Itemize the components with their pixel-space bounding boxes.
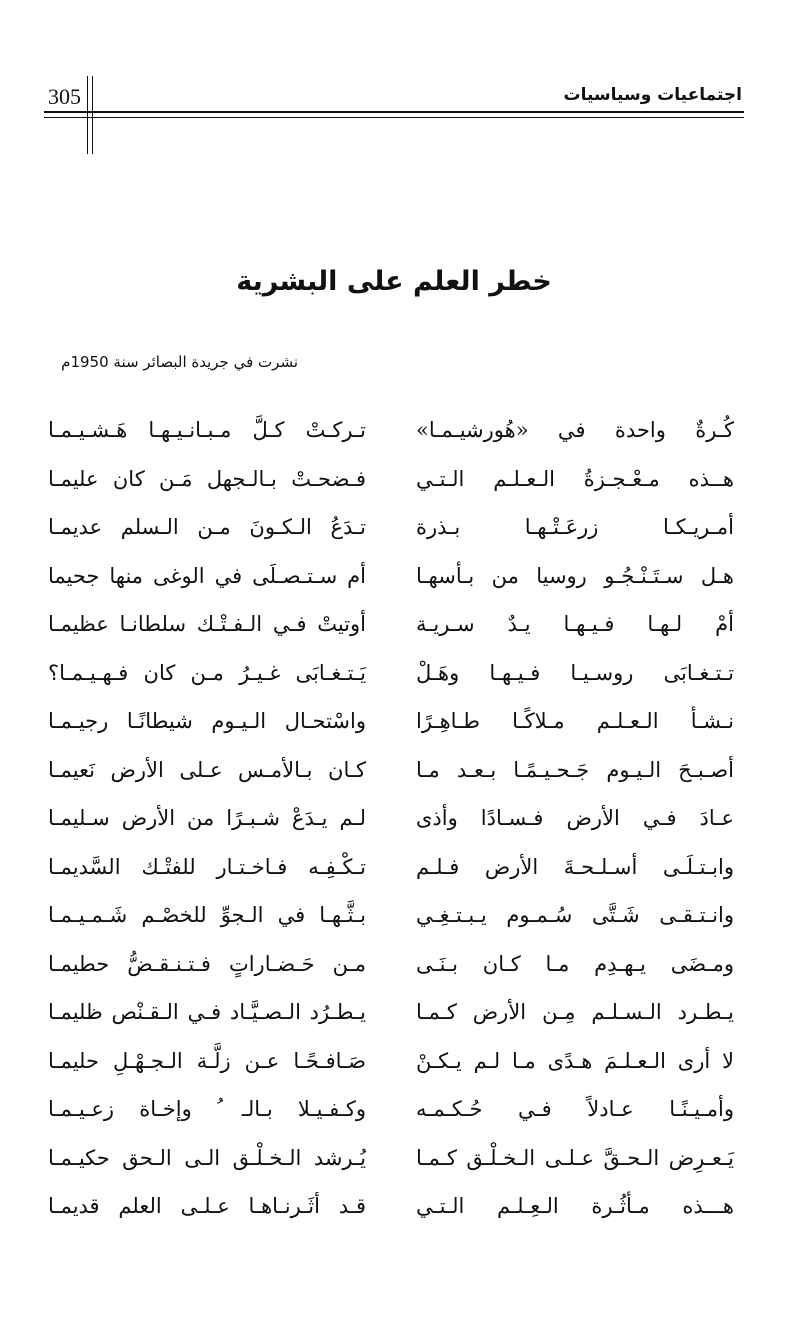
second-hemistich: واسْتحـال الـيـوم شيطانًـا رجيـمـا — [48, 709, 366, 733]
second-hemistich: تـركـتْ كـلَّ مـبـانـيـهـا هَـشـيـمـا — [48, 418, 366, 442]
second-hemistich: أم سـتـصـلَى في الوغى منها جحيما — [48, 563, 366, 588]
verse-line — [0, 406, 788, 455]
publication-note: نشرت في جريدة البصائر سنة 1950م — [61, 353, 298, 371]
verse-line — [0, 600, 788, 649]
first-hemistich: كُـرةٌ واحدة في «هُورشيـمـا» — [416, 418, 734, 442]
running-head: اجتماعيات وسياسيات — [563, 85, 742, 105]
second-hemistich: وكـفـيـلا بـالـ ُ وإخـاة زعـيـمـا — [48, 1097, 366, 1121]
second-hemistich: فـضحـتْ بـالـجهل مَـن كان عليمـا — [48, 466, 366, 491]
second-hemistich: أوتيتْ فـي الـفـتْـك سلطانـا عظيمـا — [48, 612, 366, 636]
first-hemistich: لا أرى الـعـلـمَ هـدًى مـا لـم يـكـنْ — [416, 1048, 734, 1073]
header-vertical-rule — [92, 76, 93, 154]
verse-line — [0, 988, 788, 1037]
verse-line — [0, 794, 788, 843]
first-hemistich: ومـضَى يـهـدِم مـا كـان بـنَـى — [416, 951, 734, 976]
header-vertical-rule — [87, 76, 88, 154]
poem-body — [0, 406, 788, 1231]
first-hemistich: عـادَ فـي الأرض فـسـادًا وأذى — [416, 806, 734, 830]
first-hemistich: وأمـيـنًـا عـادلاً فـي حُـكـمـه — [416, 1097, 734, 1121]
verse-line — [0, 503, 788, 552]
first-hemistich: أمْ لـهـا فـيـهـا يـدٌ سـريـة — [416, 612, 734, 636]
first-hemistich: هـــذه مـأثُـرة الـعِـلـم الـتـي — [416, 1194, 734, 1218]
verse-line — [0, 940, 788, 989]
first-hemistich: أصـبـحَ الـيـوم جَـحـيـمًـا بـعـد مـا — [416, 757, 734, 782]
verse-line — [0, 746, 788, 795]
page-number: 305 — [48, 84, 81, 109]
first-hemistich: وانـتـقـى شَـتَّى سُـمـوم يـبـتـغِـي — [416, 903, 734, 927]
first-hemistich: يـطـرد الـسـلـم مِـن الأرض كـمـا — [416, 1000, 734, 1024]
verse-line — [0, 1037, 788, 1086]
second-hemistich: تـدَعُ الـكـونَ مـن الـسلم عديمـا — [48, 515, 366, 539]
second-hemistich: كـان بـالأمـس عـلى الأرض نَعيمـا — [48, 757, 366, 782]
verse-line — [0, 649, 788, 698]
second-hemistich: يَـتـغـابَى غـيـرُ مـن كان فـهـيـمـا؟ — [48, 660, 366, 685]
first-hemistich: وابـتـلَـى أسـلـحـةَ الأرض فـلـم — [416, 854, 734, 879]
first-hemistich: هــذه مـعْـجـزةُ الـعـلـم الـتـي — [416, 466, 734, 491]
verse-line — [0, 1134, 788, 1183]
verse-line — [0, 552, 788, 601]
header-rule — [44, 111, 744, 113]
verse-line — [0, 1182, 788, 1231]
first-hemistich: أمـريـكـا زرعَـتْـهـا بـذرة — [416, 515, 734, 539]
second-hemistich: يُـرشد الـخـلْـق الـى الـحق حكيـمـا — [48, 1145, 366, 1170]
first-hemistich: يَـعـرِض الـحـقَّ عـلـى الـخـلْـق كـمـا — [416, 1145, 734, 1170]
verse-line — [0, 455, 788, 504]
second-hemistich: لـم يـدَعْ شـبـرًا من الأرض سـليمـا — [48, 806, 366, 830]
second-hemistich: قـد أثَـرنـاهـا عـلـى العلم قديمـا — [48, 1194, 366, 1218]
second-hemistich: بـثَّـهـا في الـجوِّ للخصْـم شَـمـيـمـا — [48, 903, 366, 927]
poem-title: خطر العلم على البشرية — [236, 266, 552, 297]
first-hemistich: تـتـغـابَى روسـيـا فـيـهـا وهَـلْ — [416, 660, 734, 685]
verse-line — [0, 891, 788, 940]
second-hemistich: صَـافـحًـا عـن زلَّـة الـجـهْـلِ حليمـا — [48, 1048, 366, 1073]
second-hemistich: تـكْـفِـه فـاخـتـار للفتْـك السَّديمـا — [48, 854, 366, 879]
verse-line — [0, 697, 788, 746]
first-hemistich: هـل سـتَـنْـجُـو روسيا من بـأسهـا — [416, 563, 734, 588]
second-hemistich: مـن حَـضـاراتٍ فـتـنـقـضُّ حطيمـا — [48, 951, 366, 976]
verse-line — [0, 843, 788, 892]
second-hemistich: يـطـرُد الـصـيَّـاد فـي الـقـنْص ظليمـا — [48, 1000, 366, 1024]
verse-line — [0, 1085, 788, 1134]
header-rule — [44, 117, 744, 118]
first-hemistich: نـشـأ الـعـلـم مـلاكًـا طـاهِـرًا — [416, 709, 734, 733]
